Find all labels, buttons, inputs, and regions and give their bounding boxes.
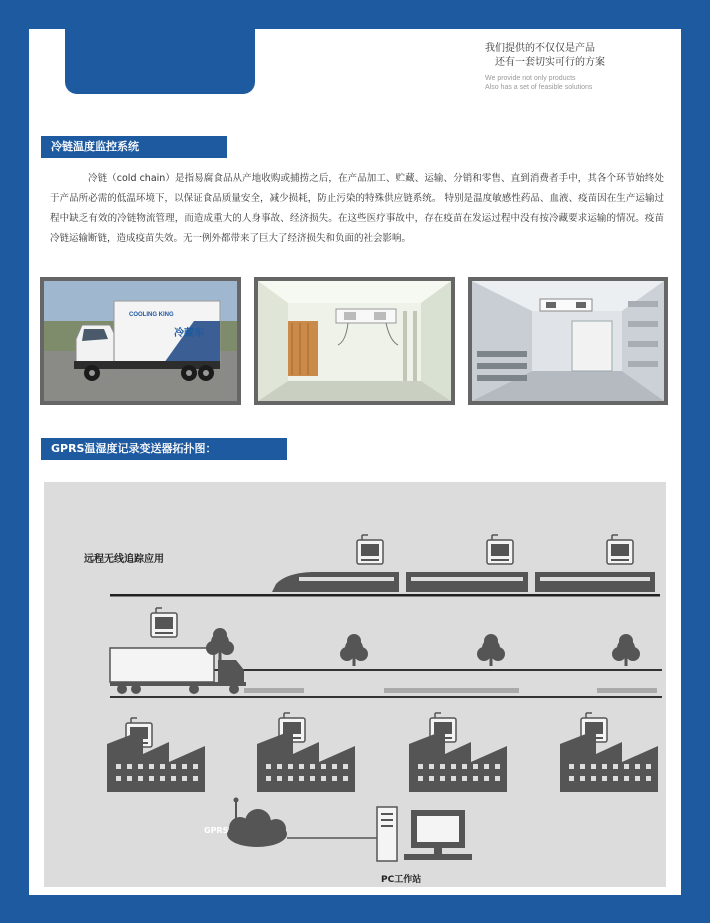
monitor-icon [404,810,472,860]
tree-icon-4 [612,634,640,666]
train-logger-icon-1 [357,535,383,564]
header-tab [65,29,255,94]
train-logger-icon-3 [607,535,633,564]
cold-chain-paragraph: 冷链（cold chain）是指易腐食品从产地收购或捕捞之后，在产品加工、贮藏、运输、分销和零售、直到消费者手中，其各个环节始终处于产品所必需的低温环境下，以保证食品质量安全，减少损耗，防止污染的特殊供应链系统。 特别是温度敏感性药品、血液、疫苗因在生产运输过程中缺乏有效的冷链物流管理，而造成重大的人身事故、经济损失。在这些医疗事故中，存在疫苗在发运过程中没有按冷藏要求运输的情况。疫苗冷链运输断链，造成疫苗失效。无一例外都带来了巨大了经济损失和负面的社会影响。 [50,173,664,244]
train-icon [272,572,655,592]
slogan-cn-line2: 还有一套切实可行的方案 [495,57,605,68]
warehouse-icon-4 [560,730,658,792]
slogan-block [485,42,675,92]
slogan-en-line2: Also has a set of feasible solutions [485,84,593,91]
brochure-page [29,29,681,895]
section-title-topology: GPRS温湿度记录变送器拓扑图： [41,438,287,460]
tree-icon-3 [477,634,505,666]
topology-diagram [44,482,666,887]
train-logger-icon-2 [487,535,513,564]
truck-logger-icon [151,608,177,637]
tree-icon-2 [340,634,368,666]
pc-workstation-label: PC工作站 [381,875,422,885]
gprs-cloud-icon [227,798,287,848]
warehouse-icon-1 [107,730,205,792]
slogan-en-line1: We provide not only products [485,75,576,82]
truck-sign-line1: COOLING KING [129,312,174,318]
road-bottom-line [110,696,662,698]
remote-tracking-label: 远程无线追踪应用 [84,554,164,565]
photo-refrigerated-truck [40,277,241,405]
gprs-label: GPRS [204,826,229,835]
slogan-cn-line1: 我们提供的不仅仅是产品 [485,43,595,54]
section-title-cold-chain: 冷链温度监控系统 [41,136,227,158]
rail-track [110,594,660,597]
warehouse-icon-3 [409,730,507,792]
warehouse-icon-2 [257,730,355,792]
truck-icon [110,648,246,694]
pc-tower-icon [377,807,397,861]
photo-cold-storage-room [468,277,668,405]
truck-sign-line2: 冷藏车 [174,328,204,339]
photo-cold-box-interior [254,277,455,405]
